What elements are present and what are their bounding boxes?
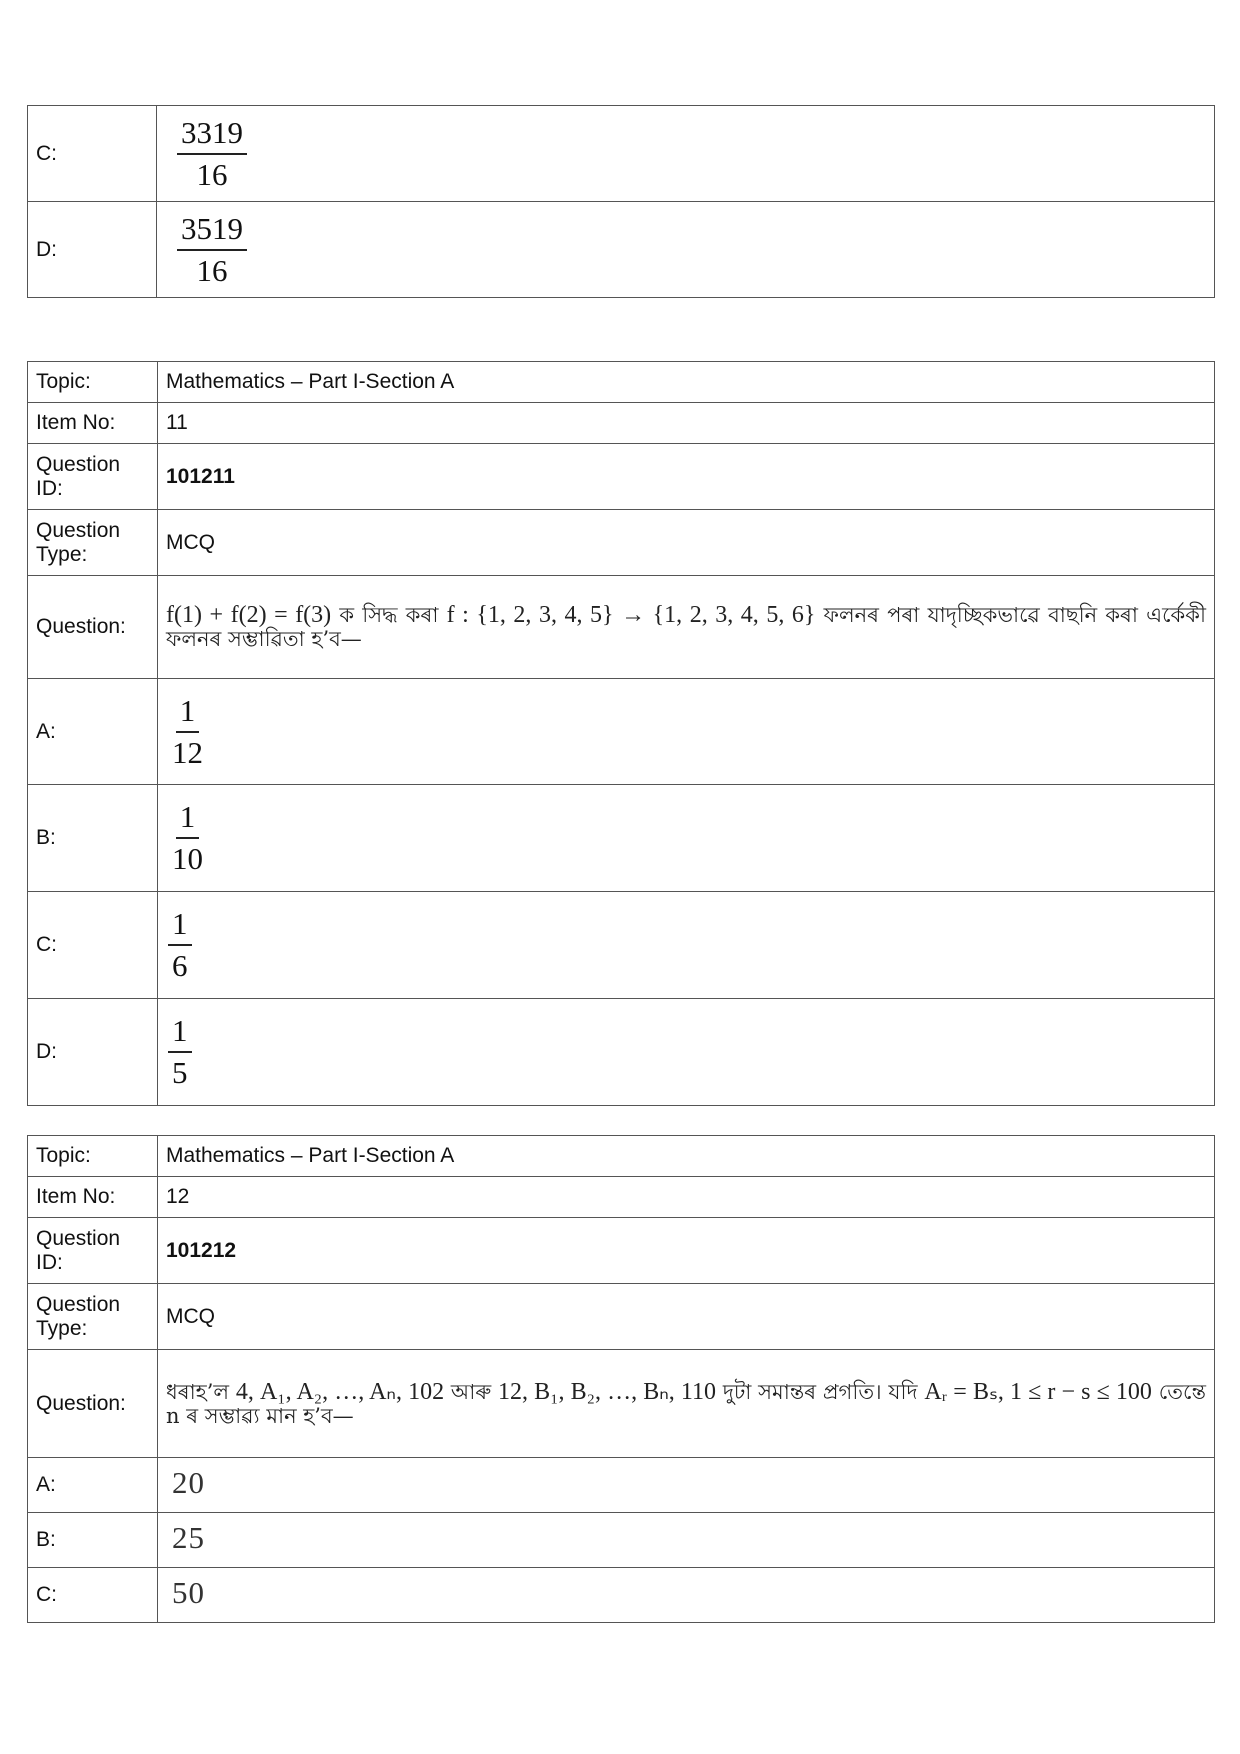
question-id-label: Question ID:	[28, 444, 158, 510]
question-type-row	[28, 1284, 1215, 1350]
topic-label: Topic:	[28, 1136, 158, 1177]
topic-row	[28, 362, 1215, 403]
option-label: B:	[28, 785, 158, 892]
question-math: 4, A₁, A₂, …, Aₙ, 102	[235, 1378, 445, 1405]
option-label: D:	[28, 999, 158, 1106]
numerator: 3319	[177, 115, 247, 155]
option-row	[28, 106, 1215, 202]
option-value	[158, 999, 1215, 1106]
question-row	[28, 1350, 1215, 1458]
option-value	[158, 1458, 1215, 1513]
question-math: 12, B₁, B₂, …, Bₙ, 110	[497, 1378, 717, 1405]
denominator: 10	[172, 841, 203, 876]
option-number: 25	[172, 1520, 205, 1555]
fraction	[177, 211, 247, 289]
item-no-value: 11	[158, 403, 1215, 444]
option-number: 20	[172, 1465, 205, 1500]
item-11-table	[27, 361, 1215, 1106]
question-math: f(1) + f(2) = f(3)	[166, 602, 332, 628]
question-type-label: Question Type:	[28, 510, 158, 576]
fraction	[177, 115, 247, 193]
option-label: D:	[28, 202, 157, 298]
numerator: 1	[168, 906, 192, 946]
option-row	[28, 892, 1215, 999]
question-id-label: Question ID:	[28, 1218, 158, 1284]
question-text-segment: তেন্তে n ৰ সম্ভাৱ্য মান হ’ব—	[166, 1379, 1206, 1428]
question-row	[28, 576, 1215, 679]
question-text-segment: ধৰাহ’ল	[166, 1379, 230, 1404]
topic-value: Mathematics – Part I-Section A	[158, 362, 1215, 403]
option-row	[28, 1458, 1215, 1513]
denominator: 16	[196, 156, 228, 192]
fraction	[168, 1013, 192, 1091]
question-text	[158, 576, 1215, 679]
question-id-value: 101211	[158, 444, 1215, 510]
question-id-row	[28, 1218, 1215, 1284]
option-label: C:	[28, 892, 158, 999]
question-math: f : {1, 2, 3, 4, 5} → {1, 2, 3, 4, 5, 6}	[446, 602, 816, 628]
topic-label: Topic:	[28, 362, 158, 403]
denominator: 6	[172, 948, 188, 983]
option-row	[28, 202, 1215, 298]
question-type-value: MCQ	[158, 1284, 1215, 1350]
question-text-segment: দুটা সমান্তৰ প্ৰগতি। যদি	[722, 1379, 918, 1404]
item-no-row	[28, 1177, 1215, 1218]
option-label: A:	[28, 679, 158, 785]
item-no-row	[28, 403, 1215, 444]
option-row	[28, 999, 1215, 1106]
question-id-row	[28, 444, 1215, 510]
question-id-value: 101212	[158, 1218, 1215, 1284]
question-type-label: Question Type:	[28, 1284, 158, 1350]
item-no-label: Item No:	[28, 1177, 158, 1218]
carryover-options-table	[27, 105, 1215, 298]
option-label: A:	[28, 1458, 158, 1513]
question-label: Question:	[28, 576, 158, 679]
denominator: 5	[172, 1055, 188, 1090]
option-label: B:	[28, 1513, 158, 1568]
option-label: C:	[28, 106, 157, 202]
option-number: 50	[172, 1575, 205, 1610]
item-no-value: 12	[158, 1177, 1215, 1218]
fraction	[168, 799, 207, 877]
item-12-table	[27, 1135, 1215, 1623]
question-label: Question:	[28, 1350, 158, 1458]
denominator: 16	[196, 252, 228, 288]
question-text-segment: ক সিদ্ধ কৰা	[339, 603, 439, 627]
option-value	[158, 1568, 1215, 1623]
item-no-label: Item No:	[28, 403, 158, 444]
fraction	[168, 906, 192, 984]
question-type-row	[28, 510, 1215, 576]
option-value	[158, 1513, 1215, 1568]
numerator: 1	[168, 1013, 192, 1053]
option-row	[28, 1513, 1215, 1568]
option-value	[157, 202, 1215, 298]
numerator: 1	[176, 693, 200, 733]
option-row	[28, 785, 1215, 892]
option-value	[158, 892, 1215, 999]
numerator: 1	[176, 799, 200, 839]
question-text-segment: আৰু	[450, 1379, 492, 1404]
option-value	[158, 785, 1215, 892]
topic-row	[28, 1136, 1215, 1177]
question-math: Aᵣ = Bₛ, 1 ≤ r − s ≤ 100	[924, 1378, 1152, 1405]
option-value	[157, 106, 1215, 202]
option-value	[158, 679, 1215, 785]
option-row	[28, 1568, 1215, 1623]
option-label: C:	[28, 1568, 158, 1623]
option-row	[28, 679, 1215, 785]
question-text-segment: ফলনৰ পৰা যাদৃচ্ছিকভাৱে বাছনি কৰা এৰ্কেকী ফলনৰ সম্ভাৱিতা হ’ব—	[166, 603, 1206, 651]
topic-value: Mathematics – Part I-Section A	[158, 1136, 1215, 1177]
question-text	[158, 1350, 1215, 1458]
fraction	[168, 693, 207, 771]
question-type-value: MCQ	[158, 510, 1215, 576]
numerator: 3519	[177, 211, 247, 251]
denominator: 12	[172, 734, 203, 770]
